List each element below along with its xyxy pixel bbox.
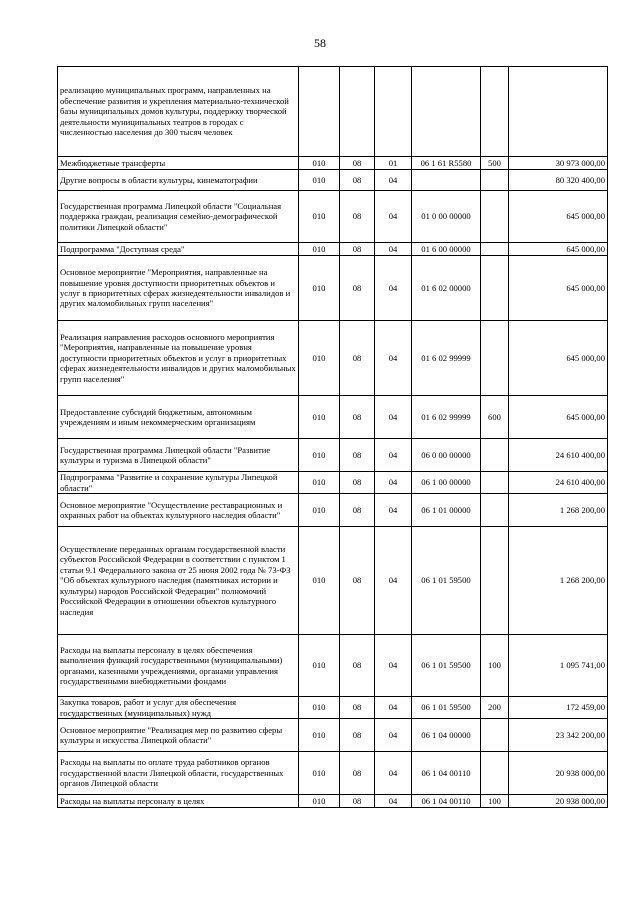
table-cell-expense-type (481, 752, 509, 795)
table-cell-target-code: 06 0 00 00000 (412, 439, 481, 472)
table-cell-section: 08 (340, 527, 375, 635)
table-cell-target-code: 06 1 01 59500 (412, 527, 481, 635)
table-row (58, 527, 608, 635)
table-cell-section: 08 (340, 719, 375, 752)
table-cell-description: Государственная программа Липецкой области "Социальная поддержка граждан, реализация семейно-демографической политики Липецкой области" (58, 191, 299, 243)
table-row (58, 635, 608, 697)
table-cell-amount: 24 610 400,00 (509, 472, 608, 494)
table-cell-amount: 23 342 200,00 (509, 719, 608, 752)
table-cell-expense-type (481, 527, 509, 635)
table-row (58, 752, 608, 795)
table-cell-ministry: 010 (299, 157, 340, 170)
table-cell-description: Основное мероприятие "Мероприятия, направленные на повышение уровня доступности приоритетных объектов и услуг в приоритетных сферах жизнедеятельности инвалидов и других маломобильных групп населения" (58, 256, 299, 321)
table-cell-description: Реализация направления расходов основного мероприятия "Мероприятия, направленные на повышение уровня доступности приоритетных объектов и услуг в приоритетных сферах жизнедеятельности инвалидов и других маломобильных групп населения" (58, 321, 299, 396)
table-cell-subsection: 01 (375, 157, 412, 170)
table-cell-description: Другие вопросы в области культуры, кинематографии (58, 170, 299, 191)
table-cell-subsection: 04 (375, 795, 412, 808)
table-cell-expense-type: 500 (481, 157, 509, 170)
table-cell-expense-type (481, 170, 509, 191)
table-cell-subsection: 04 (375, 635, 412, 697)
table-cell-amount: 1 095 741,00 (509, 635, 608, 697)
table-cell-description: Межбюджетные трансферты (58, 157, 299, 170)
table-row (58, 191, 608, 243)
table-cell-section: 08 (340, 396, 375, 439)
table-cell-target-code: 06 1 01 00000 (412, 494, 481, 527)
table-cell-target-code: 01 0 00 00000 (412, 191, 481, 243)
table-cell-subsection: 04 (375, 321, 412, 396)
table-cell-target-code: 06 1 01 59500 (412, 635, 481, 697)
table-cell-description: реализацию муниципальных программ, направленных на обеспечение развития и укрепления материально-технической базы муниципальных домов культуры, поддержку творческой деятельности муниципальных театров в городах с численностью населения до 300 тысяч человек (58, 67, 299, 157)
table-cell-expense-type (481, 256, 509, 321)
table-row (58, 396, 608, 439)
table-cell-expense-type (481, 719, 509, 752)
table-row (58, 321, 608, 396)
table-cell-amount: 20 938 000,00 (509, 795, 608, 808)
table-cell-ministry: 010 (299, 494, 340, 527)
table-cell-subsection (375, 67, 412, 157)
table-cell-ministry: 010 (299, 321, 340, 396)
table-cell-amount: 1 268 200,00 (509, 527, 608, 635)
table-row (58, 719, 608, 752)
table-cell-amount: 172 459,00 (509, 697, 608, 719)
table-cell-section: 08 (340, 472, 375, 494)
table-cell-section: 08 (340, 439, 375, 472)
table-cell-amount: 20 938 000,00 (509, 752, 608, 795)
table-cell-section (340, 67, 375, 157)
table-cell-section: 08 (340, 494, 375, 527)
table-row (58, 170, 608, 191)
table-cell-target-code (412, 170, 481, 191)
table-cell-expense-type (481, 67, 509, 157)
page-number: 58 (314, 36, 326, 50)
table-cell-amount: 645 000,00 (509, 396, 608, 439)
table-cell-subsection: 04 (375, 170, 412, 191)
table-cell-subsection: 04 (375, 191, 412, 243)
table-cell-expense-type: 100 (481, 635, 509, 697)
table-row (58, 67, 608, 157)
table-cell-ministry: 010 (299, 719, 340, 752)
table-row (58, 795, 608, 808)
table-cell-ministry: 010 (299, 635, 340, 697)
table-cell-section: 08 (340, 697, 375, 719)
table-cell-section: 08 (340, 170, 375, 191)
table-cell-target-code: 01 6 02 99999 (412, 321, 481, 396)
table-cell-section: 08 (340, 157, 375, 170)
table-body (58, 67, 608, 808)
table-cell-expense-type: 600 (481, 396, 509, 439)
table-cell-subsection: 04 (375, 719, 412, 752)
table-cell-amount: 1 268 200,00 (509, 494, 608, 527)
table-cell-expense-type (481, 494, 509, 527)
table-cell-ministry: 010 (299, 697, 340, 719)
table-row (58, 256, 608, 321)
table-cell-ministry: 010 (299, 472, 340, 494)
table-cell-ministry: 010 (299, 439, 340, 472)
table-cell-description: Подпрограмма "Развитие и сохранение культуры Липецкой области" (58, 472, 299, 494)
table-cell-target-code: 06 1 00 00000 (412, 472, 481, 494)
table-cell-amount: 645 000,00 (509, 243, 608, 256)
table-cell-subsection: 04 (375, 472, 412, 494)
table-cell-amount: 30 973 000,00 (509, 157, 608, 170)
table-row (58, 439, 608, 472)
table-cell-subsection: 04 (375, 494, 412, 527)
table-cell-description: Расходы на выплаты персоналу в целях (58, 795, 299, 808)
table-cell-ministry: 010 (299, 170, 340, 191)
table-cell-target-code: 06 1 04 00110 (412, 752, 481, 795)
table-cell-target-code: 06 1 04 00000 (412, 719, 481, 752)
table-cell-ministry: 010 (299, 256, 340, 321)
table-cell-expense-type (481, 472, 509, 494)
table-row (58, 697, 608, 719)
table-cell-target-code (412, 67, 481, 157)
table-cell-amount (509, 67, 608, 157)
table-cell-target-code: 01 6 02 99999 (412, 396, 481, 439)
table-cell-subsection: 04 (375, 527, 412, 635)
table-row (58, 157, 608, 170)
table-cell-ministry (299, 67, 340, 157)
table-row (58, 243, 608, 256)
table-cell-amount: 645 000,00 (509, 321, 608, 396)
table-cell-expense-type: 100 (481, 795, 509, 808)
table-cell-section: 08 (340, 256, 375, 321)
budget-table (57, 66, 608, 808)
table-cell-ministry: 010 (299, 191, 340, 243)
table-cell-ministry: 010 (299, 527, 340, 635)
table-cell-expense-type (481, 439, 509, 472)
table-cell-target-code: 06 1 61 R5580 (412, 157, 481, 170)
table-cell-section: 08 (340, 191, 375, 243)
table-cell-ministry: 010 (299, 243, 340, 256)
table-cell-expense-type (481, 321, 509, 396)
table-cell-ministry: 010 (299, 752, 340, 795)
table-cell-description: Расходы на выплаты по оплате труда работников органов государственной власти Липецкой области, государственных органов Липецкой области (58, 752, 299, 795)
table-cell-section: 08 (340, 321, 375, 396)
table-cell-description: Закупка товаров, работ и услуг для обеспечения государственных (муниципальных) нужд (58, 697, 299, 719)
table-cell-amount: 80 320 400,00 (509, 170, 608, 191)
table-cell-description: Основное мероприятие "Осуществление реставрационных и охранных работ на объектах культурного наследия области" (58, 494, 299, 527)
table-cell-ministry: 010 (299, 795, 340, 808)
table-cell-amount: 24 610 400,00 (509, 439, 608, 472)
table-cell-section: 08 (340, 243, 375, 256)
table-cell-section: 08 (340, 795, 375, 808)
table-cell-description: Предоставление субсидий бюджетным, автономным учреждениям и иным некоммерческим организациям (58, 396, 299, 439)
table-cell-description: Расходы на выплаты персоналу в целях обеспечения выполнения функций государственными (муниципальными) органами, казенными учреждениями, органами управления государственными внебюджетными фондами (58, 635, 299, 697)
table-cell-target-code: 01 6 00 00000 (412, 243, 481, 256)
table-row (58, 472, 608, 494)
table-cell-description: Осуществление переданных органам государственной власти субъектов Российской Федерации в соответствии с пунктом 1 статьи 9.1 Федерального закона от 25 июня 2002 года № 73-ФЗ "Об объектах культурного наследия (памятниках истории и культуры) народов Российской Федерации" полномочий Российской Федерации в отношении объектов культурного наследия (58, 527, 299, 635)
table-cell-description: Государственная программа Липецкой области "Развитие культуры и туризма в Липецкой области" (58, 439, 299, 472)
table-cell-amount: 645 000,00 (509, 256, 608, 321)
table-cell-amount: 645 000,00 (509, 191, 608, 243)
table-cell-subsection: 04 (375, 752, 412, 795)
table-row (58, 494, 608, 527)
table-cell-description: Основное мероприятие "Реализация мер по развитию сферы культуры и искусства Липецкой области" (58, 719, 299, 752)
table-cell-subsection: 04 (375, 396, 412, 439)
table-cell-subsection: 04 (375, 439, 412, 472)
table-cell-section: 08 (340, 635, 375, 697)
table-cell-section: 08 (340, 752, 375, 795)
table-cell-target-code: 01 6 02 00000 (412, 256, 481, 321)
table-cell-subsection: 04 (375, 697, 412, 719)
table-cell-ministry: 010 (299, 396, 340, 439)
table-cell-description: Подпрограмма "Доступная среда" (58, 243, 299, 256)
table-cell-expense-type: 200 (481, 697, 509, 719)
table-cell-target-code: 06 1 04 00110 (412, 795, 481, 808)
table-cell-subsection: 04 (375, 243, 412, 256)
table-cell-expense-type (481, 191, 509, 243)
table-cell-expense-type (481, 243, 509, 256)
table-cell-subsection: 04 (375, 256, 412, 321)
table-cell-target-code: 06 1 01 59500 (412, 697, 481, 719)
